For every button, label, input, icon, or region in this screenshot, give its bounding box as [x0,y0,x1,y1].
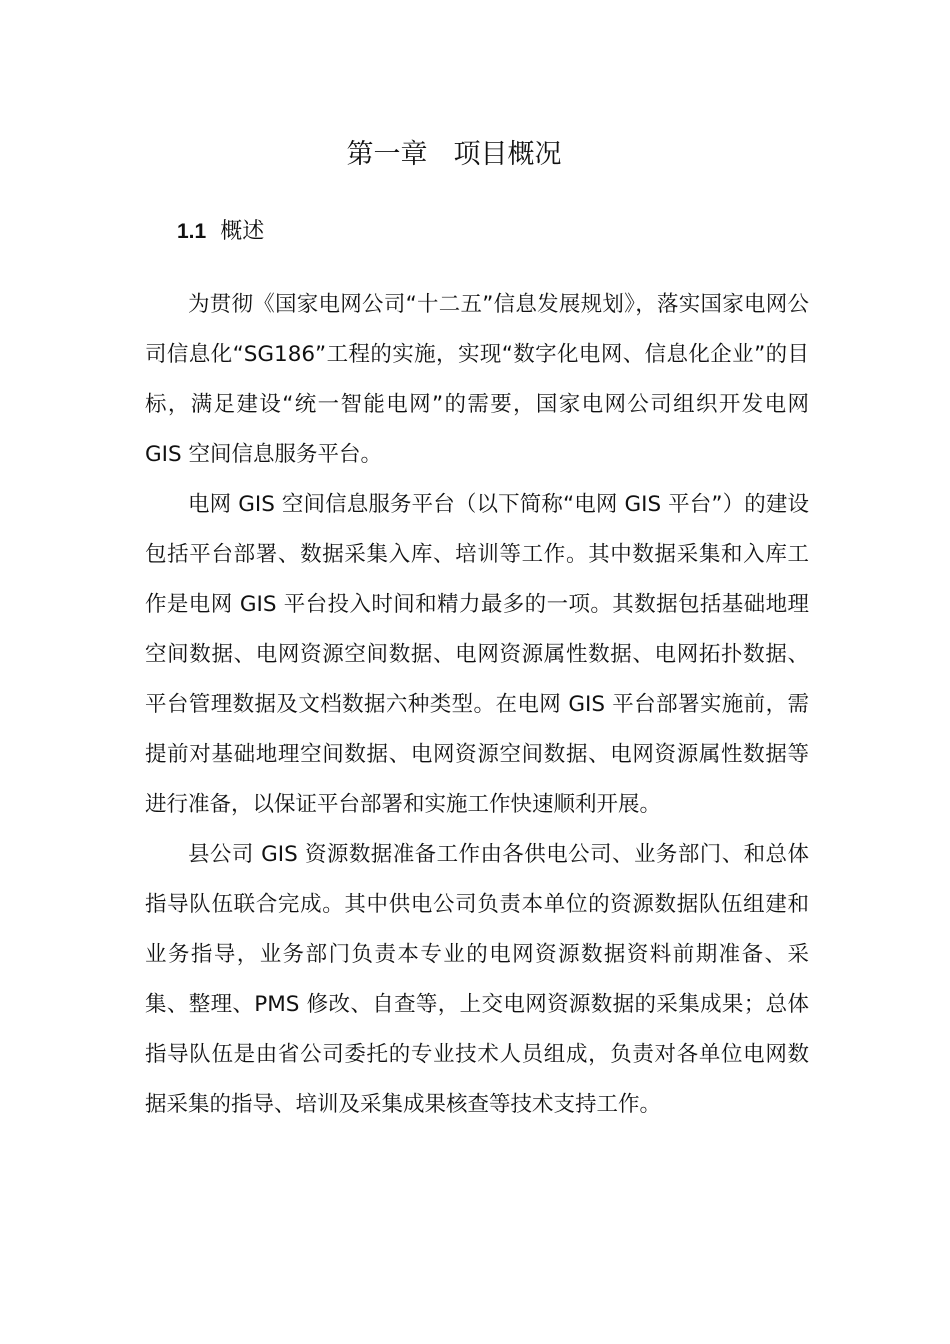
chapter-title [0,133,908,177]
paragraph: 为贯彻《国家电网公司“十二五”信息发展规划》，落实国家电网公司信息化“SG186”工程的实施，实现“数字化电网、信息化企业”的目标，满足建设“统一智能电网”的需要，国家电网公司组织开发电网 GIS 空间信息服务平台。 [145,292,809,467]
chapter-name: 项目概况 [453,139,562,170]
section-heading [177,214,264,250]
section-title: 概述 [220,219,265,244]
chapter-number: 第一章 [346,139,428,170]
paragraph: 县公司 GIS 资源数据准备工作由各供电公司、业务部门、和总体指导队伍联合完成。其中供电公司负责本单位的资源数据队伍组建和业务指导，业务部门负责本专业的电网资源数据资料前期准备、采集、整理、PMS 修改、自查等，上交电网资源数据的采集成果；总体指导队伍是由省公司委托的专业技术人员组成，负责对各单位电网数据采集的指导、培训及采集成果核查等技术支持工作。 [145,842,809,1117]
body-text [145,280,809,1130]
section-number: 1.1 [177,220,207,243]
paragraph: 电网 GIS 空间信息服务平台（以下简称“电网 GIS 平台”）的建设包括平台部署、数据采集入库、培训等工作。其中数据采集和入库工作是电网 GIS 平台投入时间和精力最多的一项。其数据包括基础地理空间数据、电网资源空间数据、电网资源属性数据、电网拓扑数据、平台管理数据及文档数据六种类型。在电网 GIS 平台部署实施前，需提前对基础地理空间数据、电网资源空间数据、电网资源属性数据等进行准备，以保证平台部署和实施工作快速顺利开展。 [145,492,809,817]
